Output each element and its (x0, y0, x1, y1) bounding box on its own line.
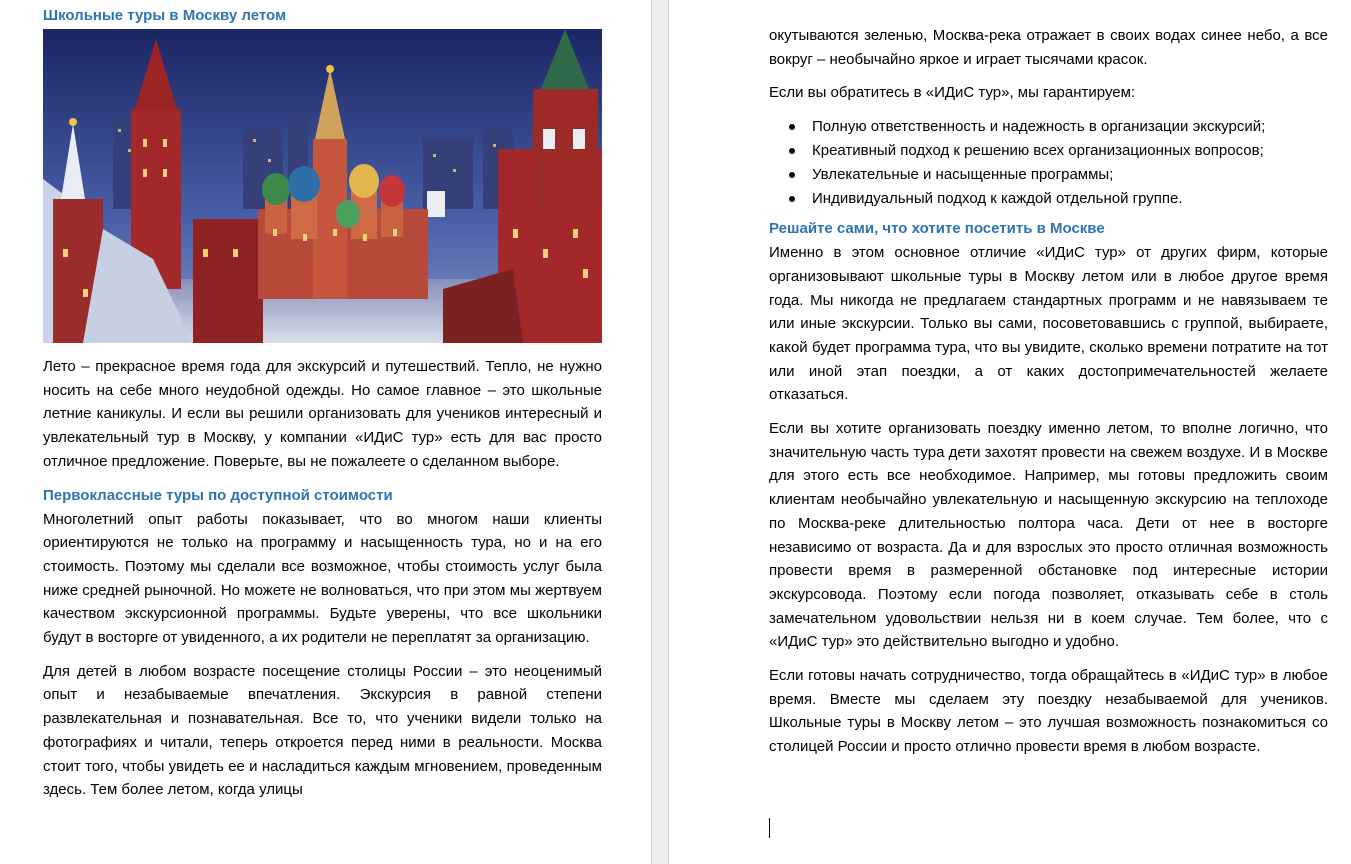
paragraph-pricing: Многолетний опыт работы показывает, что во многом наши клиенты ориентируются не только на программу и насыщенность тура, но и на его стоимость. Поэтому мы сделали все возможное, чтобы стоимость услуг была ниже средней рыночной. Но можете не волноваться, что при этом мы жертвуем качеством экскурсионной программы. Будьте уверены, что все школьники будут в восторге от увиденного, а их родители не переплатят за организацию. (43, 510, 602, 647)
list-item: Полную ответственность и надежность в организации экскурсий; (769, 115, 1328, 139)
heading-affordable-tours: Первоклассные туры по доступной стоимости (43, 486, 393, 504)
document-page-left[interactable] (43, 0, 602, 864)
paragraph-intro: Лето – прекрасное время года для экскурсий и путешествий. Тепло, не нужно носить на себе много неудобной одежды. Но самое главное – это школьные летние каникулы. И если вы решили организовать для учеников интересный и увлекательный тур в Москву, у компании «ИДиС тур» есть для вас просто отличное предложение. Поверьте, вы не пожалеете о сделанном выборе. (43, 358, 602, 470)
paragraph-call-to-action: Если готовы начать сотрудничество, тогда обращайтесь в «ИДиС тур» в любое время. Вместе мы сделаем эту поездку незабываемой для учеников. Школьные туры в Москву летом – это лучшая возможность познакомиться со столицей России и просто отлично провести время в любом возрасте. (769, 667, 1328, 756)
paragraph-guarantee-intro: Если вы обратитесь в «ИДиС тур», мы гарантируем: (769, 84, 1136, 102)
paragraph-summer-trip: Если вы хотите организовать поездку именно летом, то вполне логично, что значительную часть тура дети захотят провести на свежем воздухе. И в Москве для этого есть все необходимое. Например, мы готовы предложить своим клиентам необычайно увлекательную и насыщенную экскурсию на теплоходе по Москва-реке длительностью полтора часа. Дети от нее в восторге независимо от возраста. Да и для взрослых это просто отличная возможность провести время в размеренной обстановке под интересные истории экскурсовода. Поэтому если погода позволяет, отказывать себе в столь замечательном удовольствии нельзя ни в коем случае. Тем более, что с «ИДиС тур» это действительно выгодно и удобно. (769, 420, 1328, 651)
list-item: Увлекательные и насыщенные программы; (769, 163, 1328, 187)
page-gutter (651, 0, 669, 864)
document-page-right[interactable] (769, 0, 1328, 864)
bullet-icon (789, 172, 795, 178)
paragraph-experience: Для детей в любом возрасте посещение столицы России – это неоценимый опыт и незабываемые впечатления. Экскурсия в равной степени развлекательная и познавательная. Все то, что ученики видели только на фотографиях и читали, теперь откроется перед ними в реальности. Москва стоит того, чтобы увидеть ее и насладиться каждым мгновением, проведенным здесь. Тем более летом, когда улицы (43, 662, 602, 799)
heading-choose-yourself: Решайте сами, что хотите посетить в Москве (769, 220, 1105, 238)
bullet-icon (789, 196, 795, 202)
kremlin-photo[interactable] (43, 29, 602, 343)
bullet-icon (789, 124, 795, 130)
list-item: Креативный подход к решению всех организационных вопросов; (769, 139, 1328, 163)
paragraph-difference: Именно в этом основное отличие «ИДиС тур» от других фирм, которые организовывают школьные туры в Москву летом или в любое другое время года. Мы никогда не предлагаем стандартных программ и не навязываем те или иные экскурсии. Только вы сами, посоветовавшись с группой, выбираете, какой будет программа тура, что вы увидите, сколько времени потратите на тот или иной этап поездки, а от каких достопримечательностей желаете отказаться. (769, 244, 1328, 404)
guarantee-list (769, 115, 1328, 211)
list-item: Индивидуальный подход к каждой отдельной группе. (769, 187, 1328, 211)
text-cursor (769, 818, 770, 838)
bullet-icon (789, 148, 795, 154)
heading-summer-tours: Школьные туры в Москву летом (43, 7, 287, 24)
paragraph-continuation: окутываются зеленью, Москва-река отражает в своих водах синее небо, а все вокруг – необычайно яркое и играет тысячами красок. (769, 27, 1328, 68)
